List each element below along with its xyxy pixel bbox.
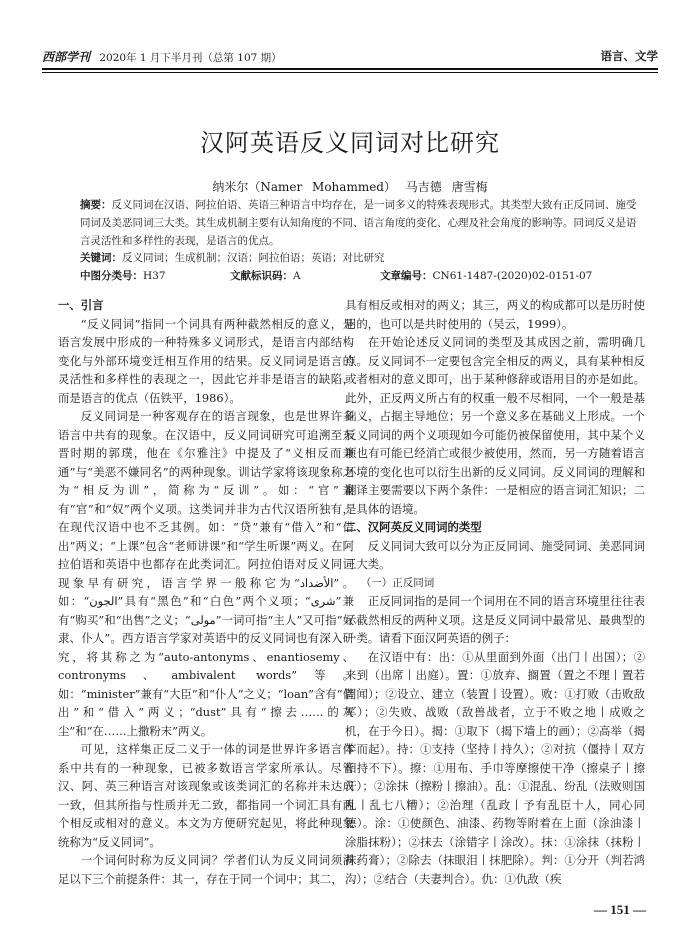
keywords-text: 反义同词；生成机制；汉语；阿拉伯语；英语；对比研究 — [122, 252, 385, 264]
doc-code-value: A — [293, 270, 301, 282]
article-no-label: 文章编号： — [380, 270, 433, 282]
paragraph: 一个词何时称为反义同词？学者们认为反义同词须满足以下三个前提条件：其一，存在于同一个词中；其二， — [58, 853, 354, 886]
abstract-label: 摘要： — [80, 199, 112, 211]
clc-label: 中图分类号： — [80, 270, 143, 282]
paragraph: 正反同词指的是同一个词用在不同的语言环境里往往表示截然相反的两种义项。这是反义同词中最常见、最典型的一类。请看下面汉阿英语的例子： — [345, 594, 645, 645]
keywords-label: 关键词： — [80, 252, 122, 264]
page-number: — 151 — — [594, 902, 646, 917]
paragraph: 在汉语中有：出：①从里面到外面（出门丨出国）；②来到（出席丨出庭）。置：①放弃、搁置（置之不理丨置若罔闻）；②设立、建立（装置丨设置）。败：①打败（击败敌军）；②失败、战败（敌兽战者，立于不败之地丨成败之机，在于今日）。揭：①取下（揭下墙上的画）；②高举（揭竿而起）。持：①支持（坚持丨持久）；②对抗（僵持丨双方相持不下）。擦：①用布、手巾等摩擦使干净（擦桌子丨擦汗）；②涂抹（擦粉丨擦油）。乱：①混乱、纷乱（法败则国乱丨乱七八糟）；②治理（乱政丨予有乱臣十人，同心同德）。涂：①使颜色、油漆、药物等附着在上面（涂油漆丨涂脂抹粉）；②抹去（涂错字丨涂改）。抹：①涂抹（抹粉丨抹药膏）；②除去（抹眼泪丨抹肥除）。判：①分开（判若鸿沟）；②结合（夫妻判合）。仇：①仇敌（疾 — [345, 649, 645, 886]
document-code — [230, 268, 301, 283]
paragraph: “反义同词”指同一个词具有两种截然相反的意义，是语言发展中形成的一种特殊多义词形式，是语言内部结构变化与外部环境变迁相互作用的结果。反义同词是语言的灵活性和多样性的表现之一，因此它并非是语言的缺陷，而是语言的优点（伍铁平，1986）。 — [58, 316, 354, 405]
article-authors: 纳米尔（Namer Mohammed） 马吉德 唐雪梅 — [212, 180, 488, 194]
abstract-text: 反义同词在汉语、阿拉伯语、英语三种语言中均存在，是一词多义的特殊表现形式。其类型大致有正反同词、施受同词及美恶同词三大类。其生成机制主要有认知角度的不同、语言角度的变化、心理及社会角度的影响等。同词反义是语言灵活性和多样性的表现，是语言的优点。 — [80, 199, 637, 247]
subsection-heading: （一）正反同词 — [360, 576, 435, 589]
journal-info — [42, 48, 282, 65]
journal-logo: 西部学刊 — [42, 50, 91, 64]
paragraph: 在开始论述反义同词的类型及其成因之前，需明确几点。反义同词不一定要包含完全相反的两义，具有某种相反或者相对的意义即可，出于某种修辞或语用目的亦是如此。此外，正反两义所占有的权重一般不尽相同，一个一般是基础义，占据主导地位；另一个意义多在基础义上形成。一个反义同词的两个义项现如今可能仍被保留使用，其中某个义项也有可能已经消亡或很少被使用，然而，另一方随着语言环境的变化也可以衍生出新的反义同词。反义同词的理解和翻译主要需要以下两个条件：一是相应的语言词汇知识；二是具体的语境。 — [345, 335, 645, 516]
abstract — [80, 196, 640, 250]
clc-value: H37 — [143, 270, 166, 282]
article-title: 汉阿英语反义同词对比研究 — [200, 129, 500, 157]
article-no-value: CN61-1487-(2020)02-0151-07 — [432, 270, 593, 282]
running-header — [42, 44, 658, 68]
section-heading-intro: 一、引言 — [58, 298, 104, 312]
clc-number — [80, 268, 166, 283]
article-number — [380, 268, 592, 283]
left-column — [58, 296, 354, 888]
doc-code-label: 文献标识码： — [230, 270, 293, 282]
paragraph: 可见，这样集正反二义于一体的词是世界许多语言体系中共有的一种现象，已被多数语言学家所承认。尽管汉、阿、英三种语言对该现象或该类词汇的名称并未达成一致，但其所指与性质并无二致，都指同一个词汇具有两个相反或相对的意义。本文为方便研究起见，将此种现象统称为“反义同词”。 — [58, 742, 354, 849]
keywords — [80, 250, 640, 265]
header-rule-thick — [42, 68, 658, 70]
header-rule-thin — [42, 72, 658, 73]
section-heading-types: 二、汉阿英反义同词的类型 — [345, 520, 482, 534]
right-column — [345, 296, 645, 888]
section-name: 语言、文学 — [600, 49, 658, 63]
issue-info: 2020年 1 月下半月刊（总第 107 期） — [99, 52, 282, 64]
paragraph: 反义同词是一种客观存在的语言现象，也是世界许多语言中共有的现象。在汉语中，反义同词研究可追溯至东晋时期的郭璞，他在《尔雅注》中提及了“义相反而兼通”与“美恶不嫌同名”的两种现象。训诂学家将该现象称之为“相反为训”，简称为“反训”。如：“官”兼有“官”和“奴”两个义项。这类词并非为古代汉语所独有，在现代汉语中也不乏其例。如：“贷”兼有“借入”和“借出”两义；“上课”包含“老师讲课”和“学生听课”两义。在阿拉伯语和英语中也都存在此类词汇。阿拉伯语对反义同词现象早有研究，语言学界一般称它为“الأضداد”。如：“الجون”具有“黑色”和“白色”两个义项；“شرى”兼有“购买”和“出售”之义；“مولى”一词可指“主人”又可指“奴隶、仆人”。西方语言学家对英语中的反义同词也有深入研究，将其称之为“auto-antonyms、enantiosemy、contronyms、ambivalent words”等。如：“minister”兼有“大臣”和“仆人”之义；“loan”含有“借出”和“借入”两义；“dust”具有“擦去……的灰尘”和“在……上撒粉末”两义。 — [58, 409, 355, 738]
paragraph: 具有相反或相对的两义；其三，两义的构成都可以是历时使用的，也可以是共时使用的（吴云，1999）。 — [345, 298, 645, 331]
paragraph: 反义同词大致可以分为正反同词、施受同词、美恶同词三大类。 — [345, 538, 645, 571]
